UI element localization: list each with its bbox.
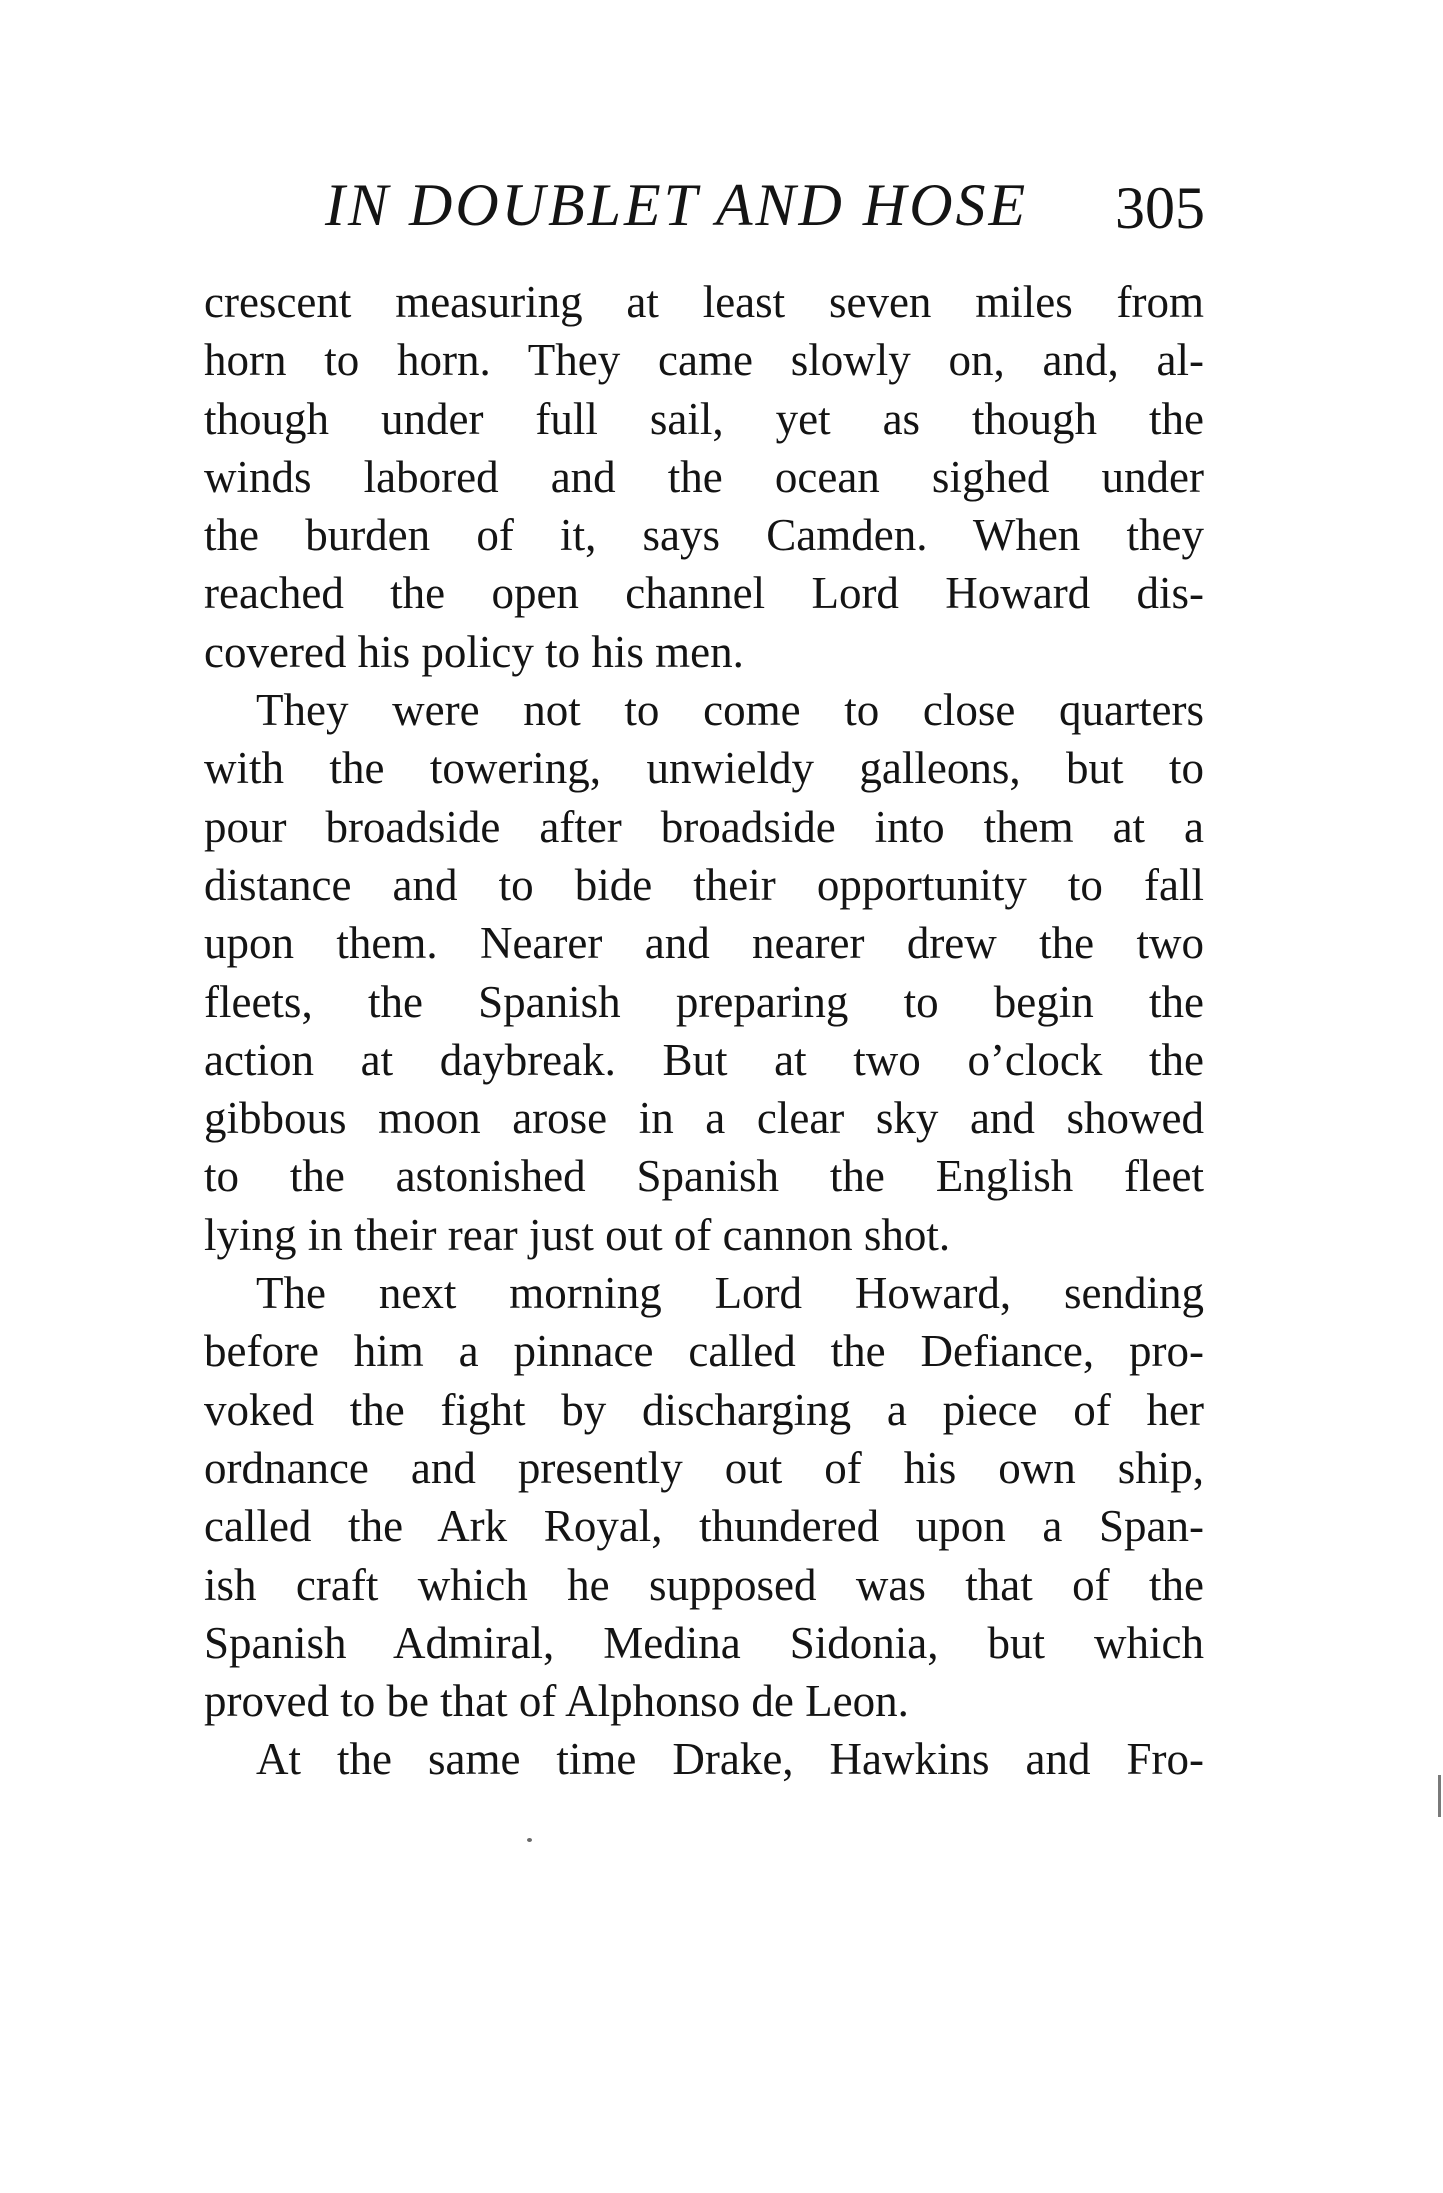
text-line: At the same time Drake, Hawkins and Fro- [256, 1734, 1204, 1785]
text-line: ordnance and presently out of his own ship, [204, 1442, 1204, 1493]
paragraph [204, 273, 1204, 681]
text-line: ish craft which he supposed was that of the [204, 1559, 1204, 1610]
scan-edge-mark [1438, 1775, 1441, 1817]
text-line: gibbous moon arose in a clear sky and showed [204, 1093, 1204, 1144]
scan-speck [527, 1838, 532, 1842]
text-line: action at daybreak. But at two o’clock the [204, 1034, 1204, 1085]
text-line: The next morning Lord Howard, sending [256, 1268, 1204, 1319]
paragraph [204, 681, 1204, 1264]
text-line: fleets, the Spanish preparing to begin the [204, 976, 1204, 1027]
text-line: voked the fight by discharging a piece of her [204, 1384, 1204, 1435]
body-text [204, 273, 1204, 1789]
text-line: called the Ark Royal, thundered upon a Span- [204, 1501, 1204, 1552]
text-line: pour broadside after broadside into them at a [204, 801, 1204, 852]
page-header [325, 170, 1205, 260]
text-line: lying in their rear just out of cannon shot. [204, 1209, 951, 1260]
paragraph [204, 1730, 1204, 1788]
text-line: though under full sail, yet as though the [204, 393, 1204, 444]
paragraph [204, 1264, 1204, 1730]
text-line: upon them. Nearer and nearer drew the two [204, 918, 1204, 969]
text-line: proved to be that of Alphonso de Leon. [204, 1676, 909, 1727]
text-line: before him a pinnace called the Defiance, pro- [204, 1326, 1204, 1377]
text-line: the burden of it, says Camden. When they [204, 510, 1204, 561]
text-line: crescent measuring at least seven miles from [204, 277, 1204, 327]
text-line: covered his policy to his men. [204, 626, 744, 677]
page-number: 305 [1115, 175, 1205, 241]
running-title: IN DOUBLET AND HOSE [325, 172, 1029, 238]
text-line: distance and to bide their opportunity to fall [204, 859, 1204, 910]
text-line: winds labored and the ocean sighed under [204, 451, 1204, 502]
text-line: They were not to come to close quarters [256, 685, 1204, 736]
text-line: horn to horn. They came slowly on, and, al- [204, 335, 1204, 386]
text-line: Spanish Admiral, Medina Sidonia, but which [204, 1617, 1204, 1668]
text-line: with the towering, unwieldy galleons, but to [204, 743, 1204, 794]
text-line: reached the open channel Lord Howard dis- [204, 568, 1204, 619]
text-line: to the astonished Spanish the English fleet [204, 1151, 1204, 1202]
